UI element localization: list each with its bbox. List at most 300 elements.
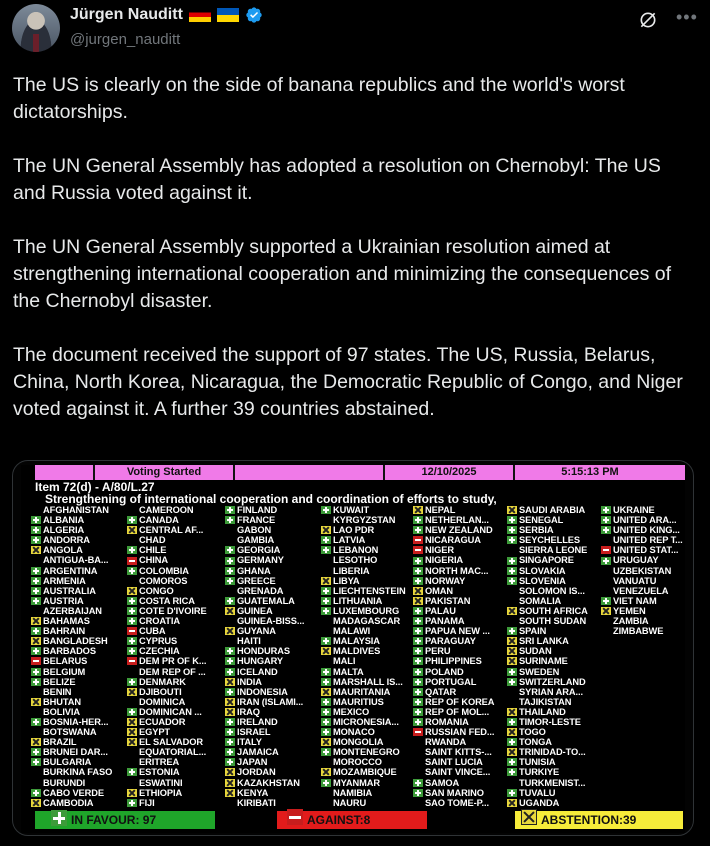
country-vote-row (31, 646, 131, 656)
resolution-subject: Strengthening of international cooperation and coordination of efforts to study, (45, 492, 497, 506)
country-vote-row (31, 747, 131, 757)
country-vote-row (413, 717, 513, 727)
country-vote-row (321, 697, 421, 707)
country-name: NORTH MAC... (425, 565, 489, 576)
country-name: VENEZUELA (613, 585, 669, 596)
country-name: GHANA (237, 565, 271, 576)
voting-board (21, 465, 685, 833)
abstention-icon (225, 768, 235, 776)
country-vote-row (321, 545, 421, 555)
in-favour-icon (127, 678, 137, 686)
country-vote-row (225, 707, 325, 717)
country-name: BHUTAN (43, 696, 81, 707)
in-favour-icon (413, 627, 423, 635)
no-vote-marker (601, 617, 611, 625)
in-favour-icon (321, 728, 331, 736)
country-vote-row (413, 778, 513, 788)
in-favour-icon (507, 678, 517, 686)
country-vote-row (127, 626, 227, 636)
country-name: VANUATU (613, 575, 657, 586)
in-favour-icon (31, 597, 41, 605)
in-favour-icon (321, 637, 331, 645)
abstention-icon (127, 688, 137, 696)
ukraine-flag-icon (217, 8, 239, 22)
no-vote-marker (225, 617, 235, 625)
no-vote-marker (601, 577, 611, 585)
in-favour-icon (413, 557, 423, 565)
country-name: MOROCCO (333, 757, 382, 768)
no-vote-marker (507, 698, 517, 706)
country-name: PALAU (425, 605, 456, 616)
abstention-icon (507, 637, 517, 645)
country-vote-row (321, 566, 421, 576)
country-vote-row (321, 586, 421, 596)
in-favour-icon (225, 728, 235, 736)
country-vote-row (413, 566, 513, 576)
country-name: REP OF KOREA (425, 696, 495, 707)
country-vote-row (127, 798, 227, 808)
country-name: KENYA (237, 787, 269, 798)
in-favour-icon (225, 516, 235, 524)
country-vote-row (31, 616, 131, 626)
country-name: GUATEMALA (237, 595, 295, 606)
country-name: BENIN (43, 686, 72, 697)
in-favour-icon (413, 668, 423, 676)
avatar[interactable] (12, 4, 60, 52)
country-vote-row (507, 566, 607, 576)
country-name: PAPUA NEW ... (425, 626, 490, 637)
in-favour-icon (507, 789, 517, 797)
country-name: YEMEN (613, 605, 646, 616)
in-favour-icon (127, 546, 137, 554)
author-handle[interactable]: @jurgen_nauditt (70, 31, 181, 48)
country-name: BOSNIA-HER... (43, 716, 109, 727)
country-name: LUXEMBOURG (333, 605, 400, 616)
country-vote-row (413, 757, 513, 767)
in-favour-icon (225, 577, 235, 585)
no-vote-marker (413, 768, 423, 776)
country-name: CAMBODIA (43, 797, 94, 808)
country-vote-row (127, 788, 227, 798)
country-name: DEM REP OF ... (139, 666, 206, 677)
country-name: BOLIVIA (43, 706, 81, 717)
country-vote-row (225, 535, 325, 545)
country-vote-row (321, 727, 421, 737)
country-name: PARAGUAY (425, 636, 476, 647)
in-favour-icon (321, 546, 331, 554)
no-vote-marker (321, 657, 331, 665)
country-vote-row (127, 747, 227, 757)
in-favour-icon (31, 668, 41, 676)
country-name: TURKMENIST... (519, 777, 586, 788)
no-vote-marker (507, 779, 517, 787)
country-name: TAJIKISTAN (519, 696, 572, 707)
in-favour-icon (127, 607, 137, 615)
country-name: NORWAY (425, 575, 466, 586)
against-icon (127, 657, 137, 665)
country-vote-row (225, 525, 325, 535)
germany-flag-icon (189, 8, 211, 22)
country-vote-row (127, 727, 227, 737)
country-name: SAINT LUCIA (425, 757, 483, 768)
country-vote-row (31, 576, 131, 586)
country-vote-row (321, 626, 421, 636)
country-name: TONGA (519, 737, 552, 748)
country-vote-row (601, 606, 694, 616)
country-name: PAKISTAN (425, 595, 471, 606)
in-favour-icon (321, 708, 331, 716)
country-vote-row (507, 778, 607, 788)
country-name: POLAND (425, 666, 464, 677)
country-name: HONDURAS (237, 646, 290, 657)
no-vote-marker (413, 799, 423, 807)
no-vote-marker (127, 577, 137, 585)
country-vote-row (31, 505, 131, 515)
country-vote-row (413, 555, 513, 565)
against-label: AGAINST:8 (307, 813, 371, 827)
in-favour-icon (601, 597, 611, 605)
in-favour-icon (225, 738, 235, 746)
country-name: FINLAND (237, 505, 278, 515)
country-vote-row (601, 576, 694, 586)
country-vote-row (127, 616, 227, 626)
country-name: UKRAINE (613, 505, 655, 515)
favour-total (35, 811, 215, 829)
country-vote-row (321, 515, 421, 525)
in-favour-icon (413, 647, 423, 655)
country-vote-row (321, 737, 421, 747)
abstention-icon (413, 597, 423, 605)
country-vote-row (321, 606, 421, 616)
country-vote-row (507, 606, 607, 616)
country-name: CABO VERDE (43, 787, 104, 798)
abstention-icon (507, 728, 517, 736)
country-name: BRUNEI DAR... (43, 747, 108, 758)
in-favour-icon (507, 567, 517, 575)
in-favour-icon (507, 516, 517, 524)
in-favour-icon (321, 607, 331, 615)
country-vote-row (601, 596, 694, 606)
country-name: QATAR (425, 686, 457, 697)
no-vote-marker (321, 516, 331, 524)
country-name: CUBA (139, 626, 166, 637)
abstention-icon (225, 678, 235, 686)
country-name: SOLOMON IS... (519, 585, 585, 596)
country-vote-row (507, 707, 607, 717)
country-name: FRANCE (237, 515, 276, 526)
against-icon (413, 536, 423, 544)
country-vote-row (321, 576, 421, 586)
country-vote-row (31, 586, 131, 596)
country-name: MICRONESIA... (333, 716, 399, 727)
country-vote-row (31, 626, 131, 636)
in-favour-icon (507, 536, 517, 544)
country-name: UNITED KING... (613, 525, 680, 536)
author-name[interactable]: Jürgen Nauditt (70, 6, 183, 23)
country-name: LIBYA (333, 575, 360, 586)
country-vote-row (413, 677, 513, 687)
country-name: GEORGIA (237, 545, 281, 556)
country-name: DOMINICAN ... (139, 706, 202, 717)
no-vote-marker (31, 688, 41, 696)
in-favour-icon (321, 597, 331, 605)
country-vote-row (225, 737, 325, 747)
country-name: HUNGARY (237, 656, 283, 667)
in-favour-icon (413, 637, 423, 645)
no-vote-marker (31, 768, 41, 776)
country-name: NEPAL (425, 505, 456, 515)
country-name: ANTIGUA-BA... (43, 555, 109, 566)
country-vote-row (413, 656, 513, 666)
country-name: SAINT KITTS-... (425, 747, 492, 758)
country-name: BELARUS (43, 656, 88, 667)
country-vote-row (225, 606, 325, 616)
country-name: BARBADOS (43, 646, 96, 657)
country-name: LESOTHO (333, 555, 378, 566)
country-name: GUINEA (237, 605, 273, 616)
country-name: MONGOLIA (333, 737, 384, 748)
country-column (601, 505, 694, 636)
country-vote-row (225, 687, 325, 697)
against-icon (413, 728, 423, 736)
no-vote-marker (413, 738, 423, 746)
country-name: NEW ZEALAND (425, 525, 493, 536)
country-vote-row (225, 798, 325, 808)
country-name: ITALY (237, 737, 262, 748)
in-favour-icon (225, 748, 235, 756)
in-favour-icon (413, 708, 423, 716)
country-vote-row (127, 677, 227, 687)
country-vote-row (507, 687, 607, 697)
country-vote-row (225, 717, 325, 727)
in-favour-icon (225, 546, 235, 554)
no-vote-marker (321, 799, 331, 807)
in-favour-icon (31, 536, 41, 544)
country-vote-row (507, 747, 607, 757)
country-vote-row (507, 697, 607, 707)
country-name: SLOVAKIA (519, 565, 566, 576)
in-favour-icon (413, 718, 423, 726)
country-vote-row (413, 576, 513, 586)
country-vote-row (601, 545, 694, 555)
in-favour-icon (225, 758, 235, 766)
against-icon (601, 546, 611, 554)
no-vote-marker (31, 708, 41, 716)
no-vote-marker (127, 779, 137, 787)
country-name: UNITED REP T... (613, 535, 683, 546)
in-favour-icon (31, 718, 41, 726)
country-name: ARMENIA (43, 575, 86, 586)
abstention-icon (321, 526, 331, 534)
country-name: SOUTH SUDAN (519, 616, 587, 627)
in-favour-icon (225, 557, 235, 565)
country-name: MARSHALL IS... (333, 676, 403, 687)
more-options-icon[interactable]: ••• (676, 7, 698, 27)
agenda-item: Item 72(d) - A/80/L.27 (35, 480, 155, 494)
abstention-icon (507, 647, 517, 655)
country-name: CAMEROON (139, 505, 194, 515)
in-favour-icon (31, 758, 41, 766)
country-name: MALAYSIA (333, 636, 380, 647)
country-vote-row (413, 515, 513, 525)
country-vote-row (127, 555, 227, 565)
country-vote-row (321, 525, 421, 535)
country-vote-row (507, 677, 607, 687)
in-favour-icon (507, 738, 517, 746)
verified-badge-icon[interactable] (245, 6, 263, 24)
country-vote-row (31, 566, 131, 576)
in-favour-icon (31, 526, 41, 534)
country-name: MADAGASCAR (333, 616, 401, 627)
country-vote-row (31, 707, 131, 717)
no-vote-marker (225, 799, 235, 807)
country-vote-row (127, 778, 227, 788)
country-name: MALI (333, 656, 356, 667)
against-icon (413, 546, 423, 554)
grok-icon[interactable] (638, 10, 658, 30)
abstention-icon (321, 688, 331, 696)
country-name: BELIZE (43, 676, 76, 687)
country-name: GABON (237, 525, 272, 536)
country-name: CHAD (139, 535, 166, 546)
abstention-icon (413, 506, 423, 514)
country-name: ETHIOPIA (139, 787, 183, 798)
country-vote-row (507, 646, 607, 656)
country-name: EL SALVADOR (139, 737, 203, 748)
country-name: GUYANA (237, 626, 276, 637)
country-name: MALDIVES (333, 646, 381, 657)
country-vote-row (321, 505, 421, 515)
country-name: INDONESIA (237, 686, 288, 697)
country-vote-row (127, 697, 227, 707)
country-vote-row (413, 646, 513, 656)
country-name: SOMALIA (519, 595, 562, 606)
country-name: KYRGYZSTAN (333, 515, 396, 526)
country-name: SEYCHELLES (519, 535, 580, 546)
country-name: ESTONIA (139, 767, 180, 778)
no-vote-marker (507, 688, 517, 696)
abstention-icon (31, 637, 41, 645)
country-vote-row (507, 757, 607, 767)
country-vote-row (321, 707, 421, 717)
abstention-icon (225, 698, 235, 706)
country-vote-row (127, 545, 227, 555)
in-favour-icon (507, 758, 517, 766)
country-vote-row (413, 596, 513, 606)
in-favour-icon (31, 567, 41, 575)
country-vote-row (225, 626, 325, 636)
in-favour-icon (507, 768, 517, 776)
in-favour-icon (127, 567, 137, 575)
country-vote-row (413, 586, 513, 596)
in-favour-icon (225, 647, 235, 655)
in-favour-icon (507, 668, 517, 676)
country-name: RWANDA (425, 737, 467, 748)
country-name: CZECHIA (139, 646, 180, 657)
country-name: CENTRAL AF... (139, 525, 204, 536)
country-vote-row (225, 757, 325, 767)
country-name: LIECHTENSTEIN (333, 585, 406, 596)
tweet-media-image[interactable] (12, 460, 694, 836)
country-vote-row (507, 656, 607, 666)
abstention-icon (507, 748, 517, 756)
abstention-icon (521, 809, 537, 825)
country-name: OMAN (425, 585, 454, 596)
country-name: TIMOR-LESTE (519, 716, 581, 727)
country-name: BOTSWANA (43, 727, 97, 738)
country-vote-row (601, 555, 694, 565)
in-favour-icon (507, 577, 517, 585)
country-name: SWITZERLAND (519, 676, 586, 687)
country-vote-row (507, 626, 607, 636)
against-icon (287, 809, 303, 825)
abstention-icon (321, 647, 331, 655)
country-vote-row (413, 687, 513, 697)
abstention-icon (321, 768, 331, 776)
country-vote-row (507, 576, 607, 586)
country-vote-row (321, 788, 421, 798)
no-vote-marker (225, 536, 235, 544)
abstention-icon (507, 799, 517, 807)
country-vote-row (321, 767, 421, 777)
country-vote-row (413, 626, 513, 636)
in-favour-icon (601, 526, 611, 534)
in-favour-icon (413, 516, 423, 524)
in-favour-icon (507, 526, 517, 534)
country-name: ESWATINI (139, 777, 183, 788)
abstention-icon (507, 708, 517, 716)
abstention-icon (31, 617, 41, 625)
country-vote-row (321, 747, 421, 757)
country-vote-row (321, 667, 421, 677)
country-vote-row (127, 606, 227, 616)
no-vote-marker (31, 506, 41, 514)
country-name: FIJI (139, 797, 155, 808)
country-name: CYPRUS (139, 636, 178, 647)
in-favour-icon (31, 587, 41, 595)
no-vote-marker (127, 668, 137, 676)
country-name: THAILAND (519, 706, 566, 717)
country-vote-row (225, 697, 325, 707)
abstention-icon (127, 587, 137, 595)
country-name: NICARAGUA (425, 535, 481, 546)
no-vote-marker (321, 557, 331, 565)
country-name: COSTA RICA (139, 595, 195, 606)
country-name: IRELAND (237, 716, 278, 727)
country-name: COMOROS (139, 575, 188, 586)
tweet-paragraph: The US is clearly on the side of banana republics and the world's worst dictatorships. (13, 74, 625, 123)
voting-time: 5:15:13 PM (561, 466, 619, 478)
no-vote-marker (507, 546, 517, 554)
in-favour-icon (321, 668, 331, 676)
in-favour-icon (413, 617, 423, 625)
country-vote-row (413, 707, 513, 717)
country-vote-row (507, 616, 607, 626)
country-vote-row (413, 616, 513, 626)
country-name: BURKINA FASO (43, 767, 113, 778)
country-name: GRENADA (237, 585, 284, 596)
country-name: DEM PR OF K... (139, 656, 207, 667)
in-favour-icon (507, 718, 517, 726)
country-vote-row (31, 757, 131, 767)
country-vote-row (601, 525, 694, 535)
country-vote-row (127, 687, 227, 697)
country-name: CONGO (139, 585, 174, 596)
in-favour-icon (413, 698, 423, 706)
country-vote-row (225, 545, 325, 555)
country-vote-row (507, 586, 607, 596)
no-vote-marker (601, 627, 611, 635)
